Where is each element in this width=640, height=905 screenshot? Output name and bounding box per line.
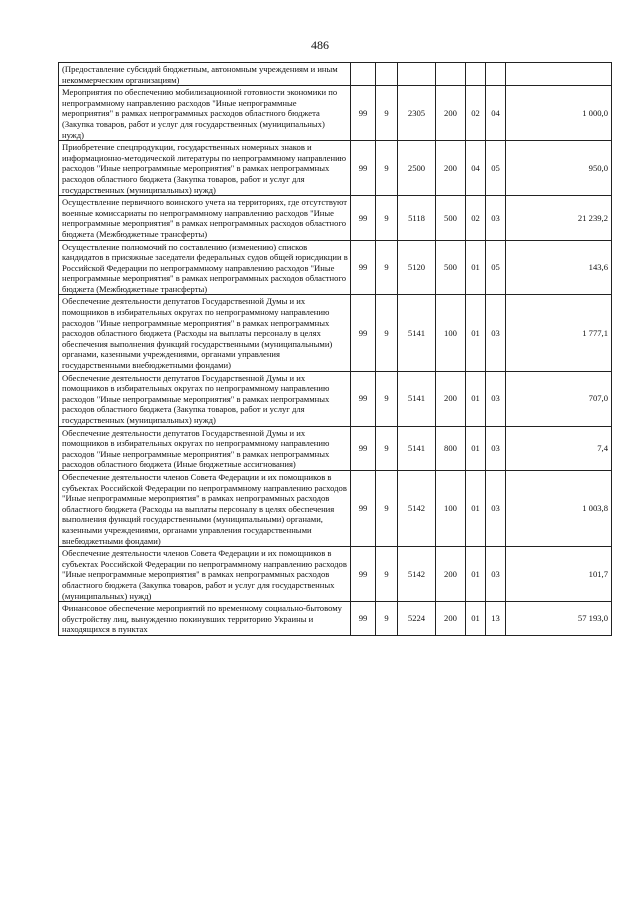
direction-code-cell: 5141: [398, 426, 436, 470]
table-row: [59, 141, 612, 196]
table-row: [59, 602, 612, 636]
amount-cell: [506, 63, 612, 86]
program-code-cell: 99: [351, 602, 376, 636]
expense-type-cell: 200: [436, 602, 466, 636]
row-name-cell: Обеспечение деятельности членов Совета Федерации и их помощников в субъектах Российской Федерации по непрограммному направлению расходов "Иные непрограммные мероприятия" в рамках непрограммных расходов областного бюджета (Расходы на выплаты персоналу в целях обеспечения выполнения функций государственными (муниципальными) органами, казенными учреждениями, органами управления государственными внебюджетными фондами): [59, 470, 351, 546]
direction-code-cell: 5141: [398, 371, 436, 426]
table-row: [59, 426, 612, 470]
section-cell: 01: [466, 547, 486, 602]
expense-type-cell: 200: [436, 547, 466, 602]
subsection-cell: 13: [486, 602, 506, 636]
subprogram-code-cell: 9: [376, 240, 398, 295]
direction-code-cell: 5142: [398, 547, 436, 602]
program-code-cell: [351, 63, 376, 86]
subsection-cell: 04: [486, 86, 506, 141]
subsection-cell: 03: [486, 196, 506, 240]
direction-code-cell: 2500: [398, 141, 436, 196]
subprogram-code-cell: 9: [376, 371, 398, 426]
program-code-cell: 99: [351, 547, 376, 602]
section-cell: 04: [466, 141, 486, 196]
row-name-cell: Обеспечение деятельности депутатов Государственной Думы и их помощников в избирательных округах по непрограммному направлению расходов "Иные непрограммные мероприятия" в рамках непрограммных расходов областного бюджета (Закупка товаров, работ и услуг для государственных (муниципальных) нужд): [59, 371, 351, 426]
subsection-cell: 05: [486, 240, 506, 295]
direction-code-cell: 5141: [398, 295, 436, 371]
amount-cell: 143,6: [506, 240, 612, 295]
direction-code-cell: 5118: [398, 196, 436, 240]
subsection-cell: 03: [486, 426, 506, 470]
subprogram-code-cell: [376, 63, 398, 86]
direction-code-cell: 5120: [398, 240, 436, 295]
section-cell: 01: [466, 240, 486, 295]
expense-type-cell: 100: [436, 295, 466, 371]
row-name-cell: Мероприятия по обеспечению мобилизационной готовности экономики по непрограммному направлению расходов "Иные непрограммные мероприятия" в рамках непрограммных расходов областного бюджета (Закупка товаров, работ и услуг для государственных (муниципальных) нужд): [59, 86, 351, 141]
section-cell: 02: [466, 196, 486, 240]
program-code-cell: 99: [351, 426, 376, 470]
subprogram-code-cell: 9: [376, 470, 398, 546]
program-code-cell: 99: [351, 86, 376, 141]
expense-type-cell: 500: [436, 240, 466, 295]
section-cell: 01: [466, 602, 486, 636]
subsection-cell: 05: [486, 141, 506, 196]
row-name-cell: Осуществление полномочий по составлению (изменению) списков кандидатов в присяжные заседатели федеральных судов общей юрисдикции в Российской Федерации по непрограммному направлению расходов "Иные непрограммные мероприятия" в рамках непрограммных расходов областного бюджета (Межбюджетные трансферты): [59, 240, 351, 295]
amount-cell: 950,0: [506, 141, 612, 196]
amount-cell: 1 777,1: [506, 295, 612, 371]
amount-cell: 101,7: [506, 547, 612, 602]
section-cell: 01: [466, 371, 486, 426]
direction-code-cell: 5224: [398, 602, 436, 636]
program-code-cell: 99: [351, 295, 376, 371]
section-cell: 01: [466, 295, 486, 371]
amount-cell: 57 193,0: [506, 602, 612, 636]
expense-type-cell: 200: [436, 141, 466, 196]
section-cell: 01: [466, 426, 486, 470]
table-row: [59, 240, 612, 295]
direction-code-cell: 2305: [398, 86, 436, 141]
expense-type-cell: 800: [436, 426, 466, 470]
section-cell: 02: [466, 86, 486, 141]
subprogram-code-cell: 9: [376, 295, 398, 371]
section-cell: 01: [466, 470, 486, 546]
row-name-cell: (Предоставление субсидий бюджетным, автономным учреждениям и иным некоммерческим организациям): [59, 63, 351, 86]
budget-table-body: [59, 63, 612, 636]
subsection-cell: 03: [486, 371, 506, 426]
amount-cell: 1 000,0: [506, 86, 612, 141]
subsection-cell: 03: [486, 295, 506, 371]
expense-type-cell: 200: [436, 371, 466, 426]
page-number: 486: [311, 38, 329, 52]
subprogram-code-cell: 9: [376, 86, 398, 141]
program-code-cell: 99: [351, 371, 376, 426]
section-cell: [466, 63, 486, 86]
budget-table: [58, 62, 612, 636]
expense-type-cell: [436, 63, 466, 86]
subprogram-code-cell: 9: [376, 602, 398, 636]
table-row: [59, 295, 612, 371]
subprogram-code-cell: 9: [376, 141, 398, 196]
amount-cell: 21 239,2: [506, 196, 612, 240]
program-code-cell: 99: [351, 240, 376, 295]
row-name-cell: Обеспечение деятельности депутатов Государственной Думы и их помощников в избирательных округах по непрограммному направлению расходов "Иные непрограммные мероприятия" в рамках непрограммных расходов областного бюджета (Иные бюджетные ассигнования): [59, 426, 351, 470]
table-row: [59, 547, 612, 602]
amount-cell: 1 003,8: [506, 470, 612, 546]
subprogram-code-cell: 9: [376, 547, 398, 602]
table-row: [59, 470, 612, 546]
row-name-cell: Обеспечение деятельности членов Совета Федерации и их помощников в субъектах Российской Федерации по непрограммному направлению расходов "Иные непрограммные мероприятия" в рамках непрограммных расходов областного бюджета (Закупка товаров, работ и услуг для государственных (муниципальных) нужд): [59, 547, 351, 602]
row-name-cell: Осуществление первичного воинского учета на территориях, где отсутствуют военные комиссариаты по непрограммному направлению расходов "Иные непрограммные мероприятия" в рамках непрограммных расходов областного бюджета (Межбюджетные трансферты): [59, 196, 351, 240]
direction-code-cell: [398, 63, 436, 86]
expense-type-cell: 200: [436, 86, 466, 141]
amount-cell: 7,4: [506, 426, 612, 470]
program-code-cell: 99: [351, 196, 376, 240]
row-name-cell: Финансовое обеспечение мероприятий по временному социально-бытовому обустройству лиц, вынужденно покинувших территорию Украины и находящихся в пунктах: [59, 602, 351, 636]
row-name-cell: Приобретение спецпродукции, государственных номерных знаков и информационно-методической литературы по непрограммному направлению расходов "Иные непрограммные мероприятия" в рамках непрограммных расходов областного бюджета (Закупка товаров, работ и услуг для государственных (муниципальных) нужд): [59, 141, 351, 196]
expense-type-cell: 500: [436, 196, 466, 240]
subsection-cell: 03: [486, 547, 506, 602]
program-code-cell: 99: [351, 141, 376, 196]
subsection-cell: 03: [486, 470, 506, 546]
program-code-cell: 99: [351, 470, 376, 546]
subprogram-code-cell: 9: [376, 426, 398, 470]
table-row: [59, 371, 612, 426]
subprogram-code-cell: 9: [376, 196, 398, 240]
table-row: [59, 196, 612, 240]
row-name-cell: Обеспечение деятельности депутатов Государственной Думы и их помощников в избирательных округах по непрограммному направлению расходов "Иные непрограммные мероприятия" в рамках непрограммных расходов областного бюджета (Расходы на выплаты персоналу в целях обеспечения выполнения функций государственными (муниципальными) органами, казенными учреждениями, органами управления государственными внебюджетными фондами): [59, 295, 351, 371]
direction-code-cell: 5142: [398, 470, 436, 546]
amount-cell: 707,0: [506, 371, 612, 426]
table-row: [59, 86, 612, 141]
expense-type-cell: 100: [436, 470, 466, 546]
table-row: [59, 63, 612, 86]
subsection-cell: [486, 63, 506, 86]
